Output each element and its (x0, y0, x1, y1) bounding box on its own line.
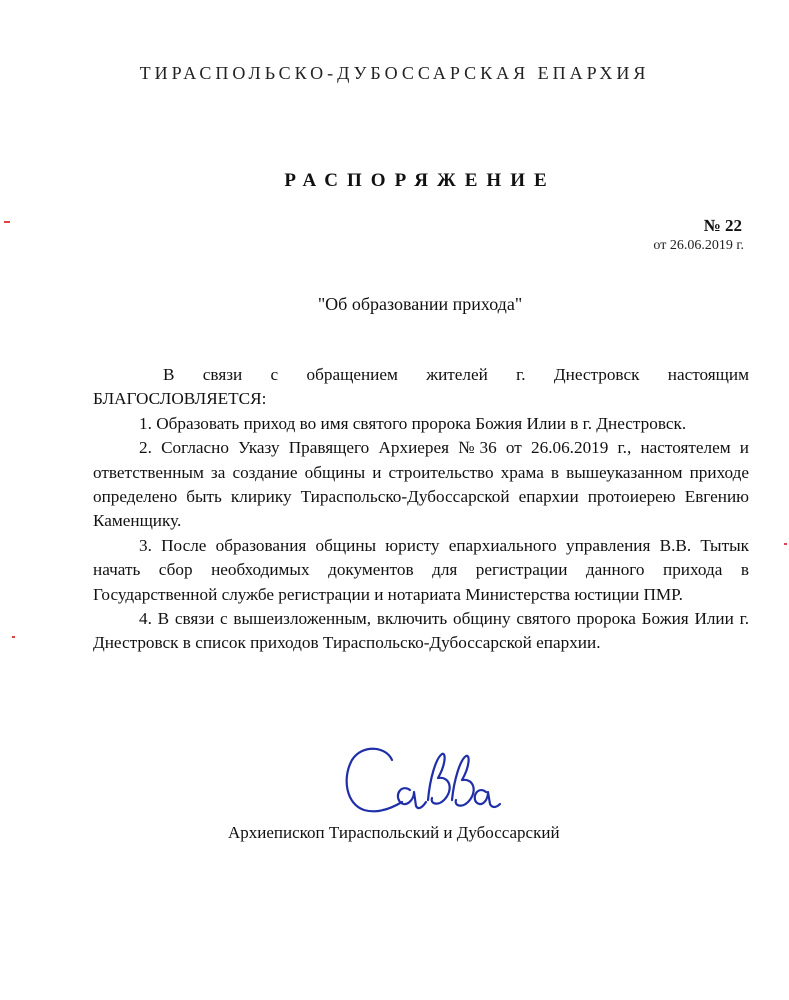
document-subject: "Об образовании прихода" (317, 294, 523, 314)
margin-mark (784, 543, 787, 545)
item-3-paragraph: 3. После образования общины юристу епархиального управления В.В. Тытык начать сбор необходимых документов для регистрации данного прихода в Государственной службе регистрации и нотариата Министерства юстиции ПМР. (93, 535, 749, 604)
diocese-heading: ТИРАСПОЛЬСКО-ДУБОССАРСКАЯ ЕПАРХИЯ (139, 63, 650, 83)
item-2-paragraph: 2. Согласно Указу Правящего Архиерея №36 от 26.06.2019 г., настоятелем и ответственным за создание общины и строительство храма в вышеуказанном приходе определено быть клирику Тираспольско-Дубоссарской епархии протоиерею Евгению Каменщику. (93, 438, 749, 531)
document-date: от 26.06.2019 г. (653, 238, 744, 253)
handwritten-signature (340, 738, 510, 823)
document-body (93, 363, 749, 656)
intro-paragraph: В связи с обращением жителей г. Днестровск настоящим БЛАГОСЛОВЛЯЕТСЯ: (93, 365, 749, 409)
document-title: РАСПОРЯЖЕНИЕ (284, 170, 556, 191)
item-4-paragraph: 4. В связи с вышеизложенным, включить общину святого пророка Божия Илии г. Днестровск в список приходов Тираспольско-Дубоссарской епархии. (93, 609, 749, 653)
margin-mark (4, 221, 10, 223)
item-1-paragraph: 1. Образовать приход во имя святого пророка Божия Илии в г. Днестровск. (139, 413, 687, 433)
margin-mark (12, 636, 15, 638)
signer-title: Архиепископ Тираспольский и Дубоссарский (228, 823, 560, 842)
document-number: № 22 (703, 216, 742, 235)
